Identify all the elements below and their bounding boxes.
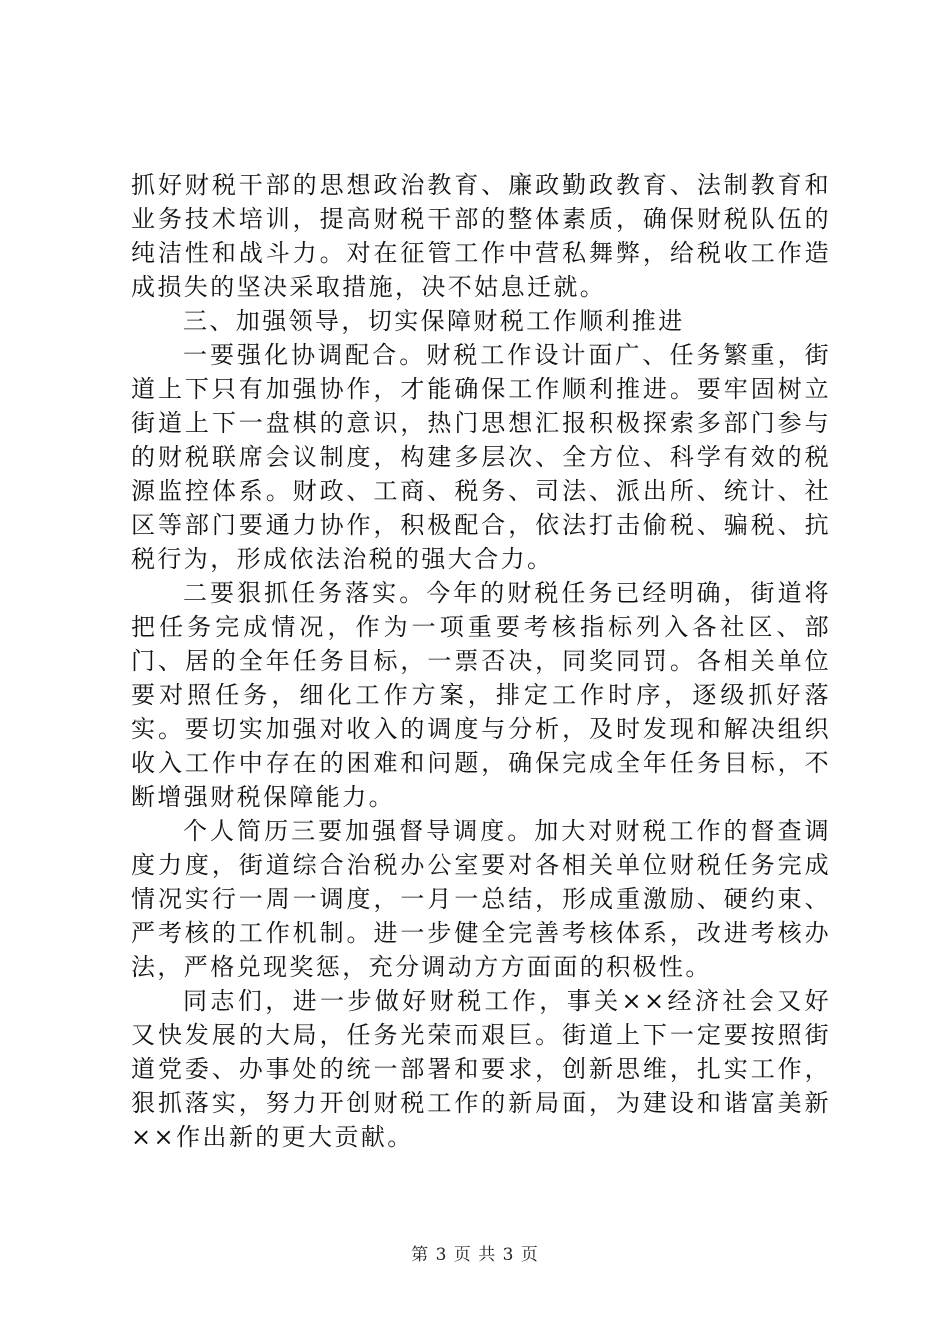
section-heading: 三、加强领导，切实保障财税工作顺利推进 (183, 307, 685, 335)
paragraph-task-implementation: 二要狠抓任务落实。今年的财税任务已经明确，街道将把任务完成情况，作为一项重要考核指标列入各社区、部门、居的全年任务目标，一票否决，同奖同罚。各相关单位要对照任务，细化工作方案，排定工作时序，逐级抓好落实。要切实加强对收入的调度与分析，及时发现和解决组织收入工作中存在的困难和问题，确保完成全年任务目标，不断增强财税保障能力。 (131, 579, 831, 811)
paragraph-coordination: 一要强化协调配合。财税工作设计面广、任务繁重，街道上下只有加强协作，才能确保工作顺利推进。要牢固树立街道上下一盘棋的意识，热门思想汇报积极探索多部门参与的财税联席会议制度，构建多层次、全方位、科学有效的税源监控体系。财政、工商、税务、司法、派出所、统计、社区等部门要通力协作，积极配合，依法打击偷税、骗税、抗税行为，形成依法治税的强大合力。 (131, 341, 831, 573)
paragraph-continuation: 抓好财税干部的思想政治教育、廉政勤政教育、法制教育和业务技术培训，提高财税干部的整体素质，确保财税队伍的纯洁性和战斗力。对在征管工作中营私舞弊，给税收工作造成损失的坚决采取措施，决不姑息迁就。 (131, 171, 831, 301)
paragraph-supervision: 个人简历三要加强督导调度。加大对财税工作的督查调度力度，街道综合治税办公室要对各相关单位财税任务完成情况实行一周一调度，一月一总结，形成重激励、硬约束、严考核的工作机制。进一步健全完善考核体系，改进考核办法，严格兑现奖惩，充分调动方方面面的积极性。 (131, 817, 831, 981)
page-number-footer: 第 3 页 共 3 页 (411, 1245, 539, 1265)
paragraph-closing: 同志们，进一步做好财税工作，事关××经济社会又好又快发展的大局，任务光荣而艰巨。街道上下一定要按照街道党委、办事处的统一部署和要求，创新思维，扎实工作，狠抓落实，努力开创财税工作的新局面，为建设和谐富美新××作出新的更大贡献。 (131, 987, 831, 1151)
document-body (131, 168, 831, 1154)
